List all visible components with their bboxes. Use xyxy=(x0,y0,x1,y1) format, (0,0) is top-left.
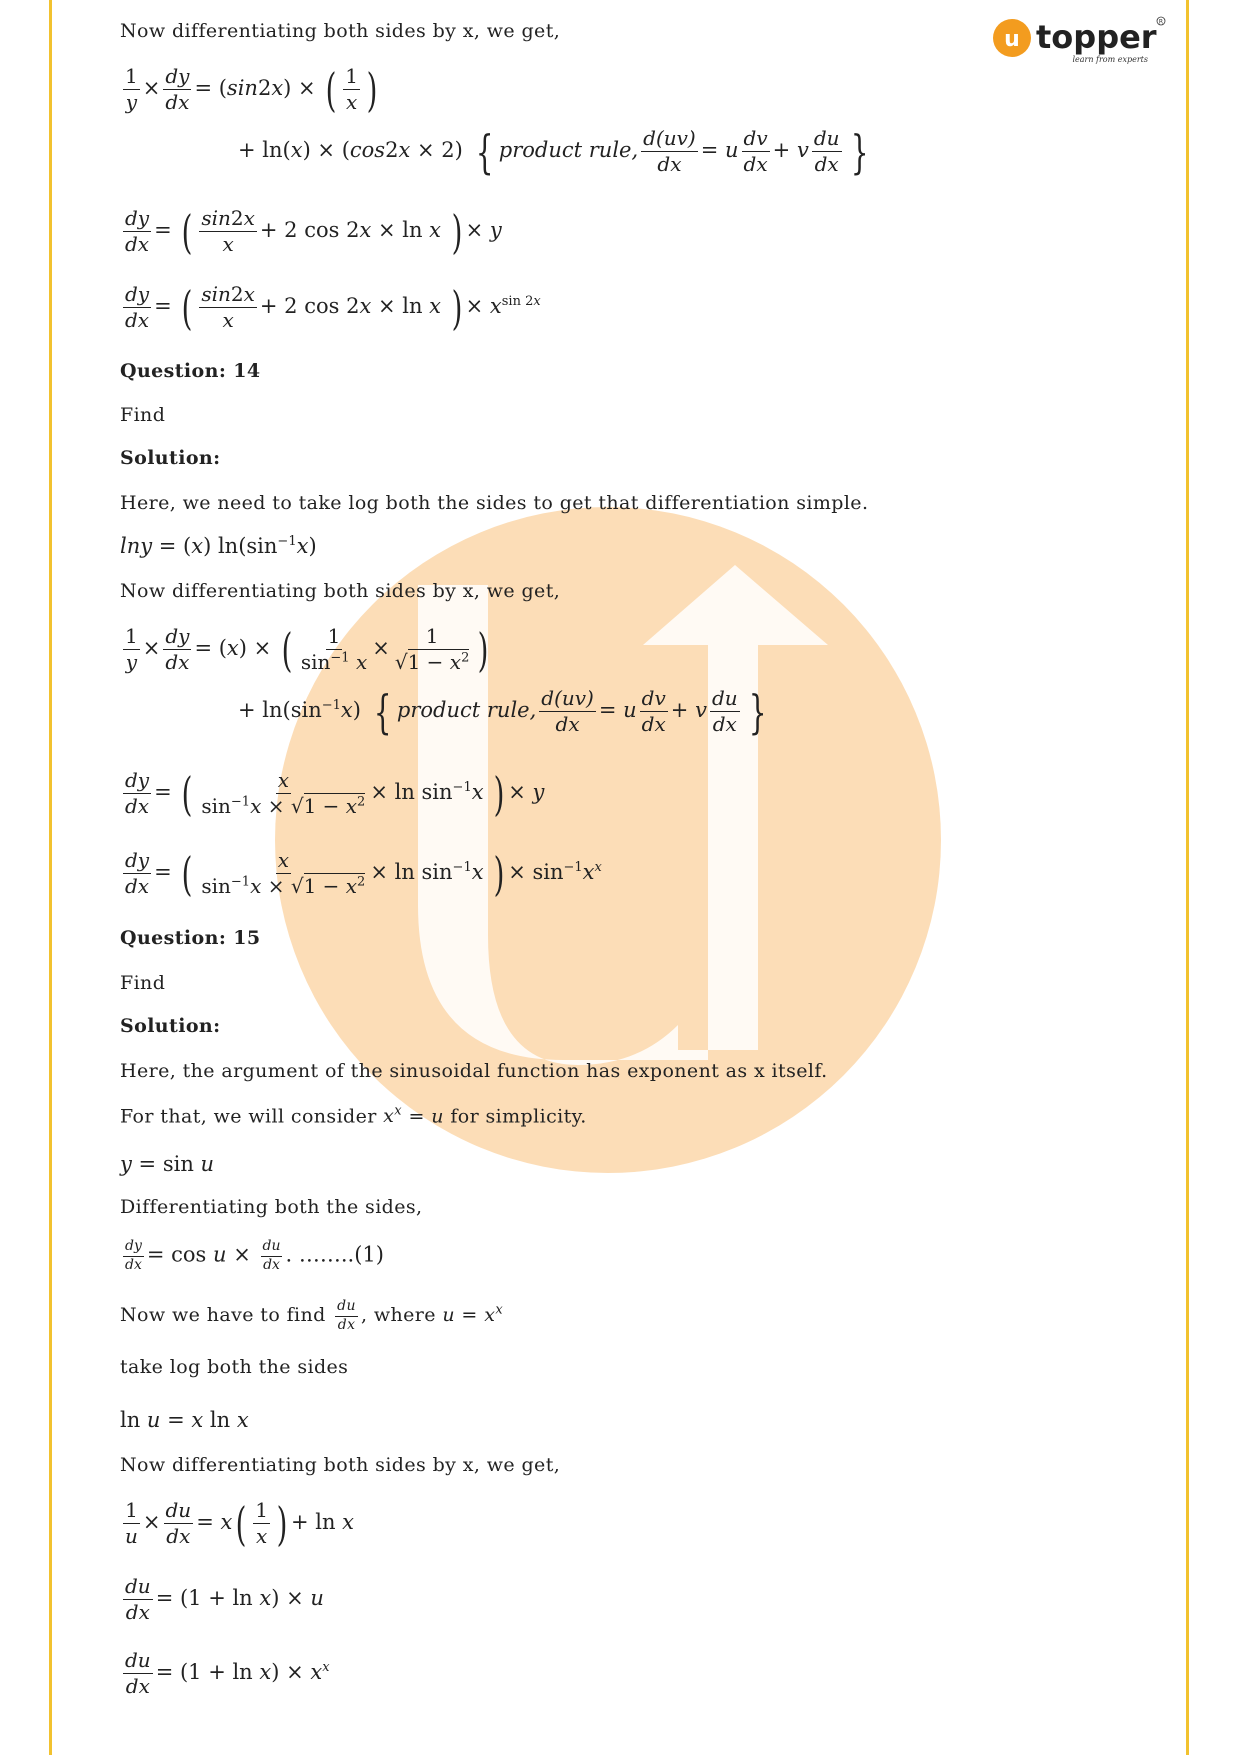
text-fragment: , where xyxy=(360,1304,443,1326)
text-fragment: For that, we will consider xyxy=(120,1105,384,1128)
equation-ref: ……..(1) xyxy=(298,1242,384,1267)
equation: $\frac{dy}{dx}$ = ( $\frac{\sin 2x}{x}$ + 2 cos 2x × ln x ) × $x^{sin 2x}$ xyxy=(125,280,541,335)
text-line: Now we have to find $\frac{du}{dx}$ , where $u = x^x$ xyxy=(120,1298,504,1333)
equation: $\frac{dy}{dx}$ = ( $\frac{\sin 2x}{x}$ + 2 cos 2x × ln x ) × y xyxy=(125,204,502,259)
text-line: Now differentiating both sides by x, we get, xyxy=(120,580,561,602)
text-line: Now differentiating both sides by x, we get, xyxy=(120,1454,561,1476)
logo-badge-letter: u xyxy=(1004,27,1020,52)
text-fragment: for simplicity. xyxy=(443,1105,587,1128)
equation: $\frac{1}{y}$ × $\frac{dy}{dx}$ = (sin2x) × ( $\frac{1}{x}$ ) xyxy=(125,62,378,117)
equation: $\frac{du}{dx}$ = (1 + ln x) × u xyxy=(125,1574,324,1624)
text-line: Here, we need to take log both the sides to get that differentiation simple. xyxy=(120,492,869,514)
text-fragment: Now we have to find xyxy=(120,1304,333,1326)
product-rule-label: product rule, xyxy=(498,138,639,162)
equation: y = sin u xyxy=(120,1152,215,1176)
text-line: Here, the argument of the sinusoidal function has exponent as x itself. xyxy=(120,1060,828,1082)
logo-wordmark: topper xyxy=(1036,18,1157,56)
equation: lny = (x) $\ln(\sin^{-1}x)$ xyxy=(120,534,317,558)
page-border-right xyxy=(1186,0,1189,1755)
equation: $\frac{1}{u}$ × $\frac{du}{dx}$ = x( $\frac{1}{x}$ ) + ln x xyxy=(125,1496,354,1551)
utopper-logo xyxy=(992,14,1168,70)
text-line: Find xyxy=(120,404,166,426)
solution-heading: Solution: xyxy=(120,1015,221,1037)
equation: $\frac{dy}{dx}$ = ( $\frac{x}{\sin^{-1}x \times √1 - x^2}$ × $\ln \sin^{-1}x$ ) × $\sin^{-1}x^x$ xyxy=(125,846,602,901)
equation: ln u = x ln x xyxy=(120,1408,249,1432)
text-line: For that, we will consider $x^x = u$ for simplicity. xyxy=(120,1104,587,1128)
page-border-left xyxy=(49,0,52,1755)
question-heading: Question: 15 xyxy=(120,927,261,949)
equation: + $\ln(\sin^{-1}x)$ { product rule, $\frac{d(uv)}{dx}$ = u $\frac{dv}{dx}$ + v $\frac{du}{dx}$ } xyxy=(238,684,767,739)
equation: $\frac{dy}{dx}$ = ( $\frac{x}{\sin^{-1}x \times √1 - x^2}$ × $\ln \sin^{-1}x$ ) × y xyxy=(125,766,545,821)
equation: $\frac{du}{dx}$ = $(1 + \ln x) \times x^x$ xyxy=(125,1648,330,1698)
solution-heading: Solution: xyxy=(120,447,221,469)
text-line: Find xyxy=(120,972,166,994)
text-line: Now differentiating both sides by x, we get, xyxy=(120,20,561,42)
text-line: take log both the sides xyxy=(120,1356,349,1378)
product-rule-label: product rule, xyxy=(396,698,537,722)
question-heading: Question: 14 xyxy=(120,360,261,382)
equation: + ln(x) × (cos2x × 2) { product rule, $\frac{d(uv)}{dx}$ = u $\frac{dv}{dx}$ + v $\frac{du}{dx}$ } xyxy=(238,124,868,179)
equation: $\frac{1}{y}$ × $\frac{dy}{dx}$ = (x) × ( $\frac{1}{\sin^{-1} x}$ × $\frac{1}{√1 - x^2}$ ) xyxy=(125,622,489,677)
logo-tagline: learn from experts xyxy=(1072,55,1148,64)
equation: $\frac{dy}{dx}$ = cos u × $\frac{du}{dx}$ . ……..(1) xyxy=(125,1238,384,1273)
text-line: Differentiating both the sides, xyxy=(120,1196,423,1218)
svg-text:R: R xyxy=(1158,18,1164,26)
